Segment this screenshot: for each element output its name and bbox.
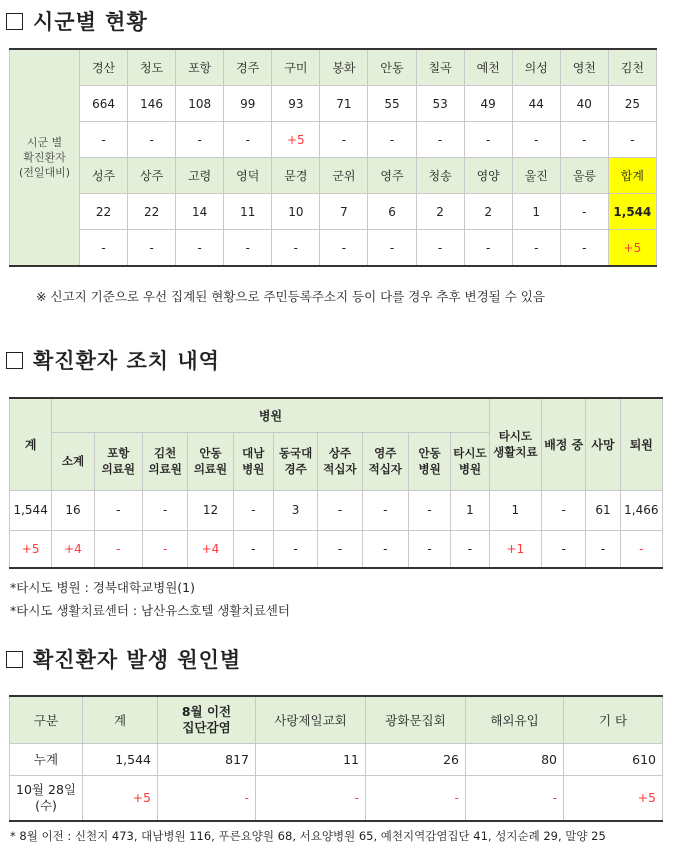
- region-name: 봉화: [320, 49, 368, 86]
- header-category: 구분: [10, 696, 83, 743]
- region-name: 포항: [176, 49, 224, 86]
- region-name: 울진: [512, 158, 560, 194]
- region-change: -: [224, 122, 272, 158]
- header-death: 사망: [586, 398, 620, 490]
- region-change: -: [368, 230, 416, 267]
- cell-change: +5: [83, 775, 158, 821]
- region-total: -: [560, 194, 608, 230]
- header-hospital-sub: 안동 의료원: [188, 432, 233, 490]
- region-total: 22: [128, 194, 176, 230]
- region-change: -: [320, 122, 368, 158]
- region-total: 10: [272, 194, 320, 230]
- region-total: 14: [176, 194, 224, 230]
- table-row: [10, 696, 663, 743]
- region-change: -: [128, 230, 176, 267]
- region-total: 108: [176, 86, 224, 122]
- section1-footnote: ※ 신고지 기준으로 우선 집계된 현황으로 주민등록주소지 등이 다를 경우 추후 변경될 수 있음: [36, 289, 545, 304]
- table-row: [10, 49, 657, 86]
- cell-value: 610: [564, 743, 663, 775]
- header-hospital-sub: 안동 병원: [408, 432, 450, 490]
- cell-change: -: [542, 530, 586, 568]
- region-change: -: [464, 230, 512, 267]
- region-change: -: [608, 122, 656, 158]
- table-row: [10, 530, 663, 568]
- cell-change: -: [233, 530, 273, 568]
- section2-title: 확진환자 조치 내역: [6, 345, 220, 375]
- cell-change: -: [451, 530, 489, 568]
- region-total: 53: [416, 86, 464, 122]
- side-label: 시군 별 확진환자 (전일대비): [10, 49, 80, 266]
- region-change: -: [176, 122, 224, 158]
- cell-value: 1,466: [620, 490, 662, 530]
- cell-value: 1: [451, 490, 489, 530]
- region-change: -: [416, 122, 464, 158]
- region-change: -: [560, 122, 608, 158]
- region-total: 22: [80, 194, 128, 230]
- section1-title: 시군별 현황: [6, 6, 148, 36]
- cell-change: -: [408, 530, 450, 568]
- region-change: -: [512, 122, 560, 158]
- table-row: [10, 230, 657, 267]
- region-name: 청송: [416, 158, 464, 194]
- region-change: -: [368, 122, 416, 158]
- region-change: -: [320, 230, 368, 267]
- checkbox-icon: [6, 651, 23, 668]
- table-row: [10, 775, 663, 821]
- region-name: 영주: [368, 158, 416, 194]
- region-total: 146: [128, 86, 176, 122]
- region-total: 1: [512, 194, 560, 230]
- header-total: 계: [10, 398, 52, 490]
- cell-change: -: [318, 530, 362, 568]
- region-change: -: [176, 230, 224, 267]
- region-change: -: [464, 122, 512, 158]
- region-name: 경주: [224, 49, 272, 86]
- header-hospital-sub: 영주 적십자: [362, 432, 408, 490]
- region-total: 40: [560, 86, 608, 122]
- row-label-cumulative: 누계: [10, 743, 83, 775]
- region-total: 6: [368, 194, 416, 230]
- region-total: 55: [368, 86, 416, 122]
- table-row: [10, 158, 657, 194]
- table-row: [10, 194, 657, 230]
- region-total: 2: [416, 194, 464, 230]
- region-change: +5: [272, 122, 320, 158]
- region-change: -: [224, 230, 272, 267]
- grand-total-change: +5: [608, 230, 656, 267]
- region-name: 영덕: [224, 158, 272, 194]
- header-sarang-church: 사랑제일교회: [256, 696, 366, 743]
- cell-value: 3: [273, 490, 317, 530]
- region-name: 예천: [464, 49, 512, 86]
- region-change: -: [512, 230, 560, 267]
- cell-value: 80: [466, 743, 564, 775]
- region-name: 군위: [320, 158, 368, 194]
- region-name: 경산: [80, 49, 128, 86]
- region-total: 99: [224, 86, 272, 122]
- section3-title: 확진환자 발생 원인별: [6, 644, 241, 674]
- header-overseas: 해외유입: [466, 696, 564, 743]
- table-row: [10, 743, 663, 775]
- checkbox-icon: [6, 13, 23, 30]
- region-name: 구미: [272, 49, 320, 86]
- header-discharge: 퇴원: [620, 398, 662, 490]
- table-row: [10, 490, 663, 530]
- cell-value: 817: [158, 743, 256, 775]
- region-change: -: [80, 122, 128, 158]
- header-hospital-sub: 대남 병원: [233, 432, 273, 490]
- header-hospital-sub: 김천 의료원: [142, 432, 187, 490]
- header-lifecare: 타시도 생활치료: [489, 398, 541, 490]
- header-hospital-sub: 포항 의료원: [94, 432, 142, 490]
- cell-value: -: [408, 490, 450, 530]
- header-before-august: 8월 이전 집단감염: [158, 696, 256, 743]
- cell-value: 11: [256, 743, 366, 775]
- region-change: -: [272, 230, 320, 267]
- cell-change: +1: [489, 530, 541, 568]
- region-total: 664: [80, 86, 128, 122]
- table-row: [10, 122, 657, 158]
- cell-change: +5: [564, 775, 663, 821]
- cell-value: -: [542, 490, 586, 530]
- cell-change: -: [158, 775, 256, 821]
- total-header: 합계: [608, 158, 656, 194]
- header-hospital-sub: 타시도 병원: [451, 432, 489, 490]
- header-hospital: 병원: [52, 398, 489, 432]
- section3-footnote: * 8월 이전 : 신천지 473, 대남병원 116, 푸른요양원 68, 서요양병원 65, 예천지역감염집단 41, 성지순례 29, 말양 25: [10, 829, 606, 843]
- row-label-date: 10월 28일 (수): [10, 775, 83, 821]
- region-name: 성주: [80, 158, 128, 194]
- region-total: 25: [608, 86, 656, 122]
- treatment-table: [9, 397, 663, 569]
- cell-change: -: [142, 530, 187, 568]
- cell-value: -: [142, 490, 187, 530]
- region-total: 2: [464, 194, 512, 230]
- cell-value: 26: [366, 743, 466, 775]
- region-name: 청도: [128, 49, 176, 86]
- cell-change: +4: [52, 530, 94, 568]
- note-other-hospital: *타시도 병원 : 경북대학교병원(1): [10, 580, 195, 595]
- cell-value: 1: [489, 490, 541, 530]
- region-name: 고령: [176, 158, 224, 194]
- header-etc: 기 타: [564, 696, 663, 743]
- cell-change: -: [366, 775, 466, 821]
- region-total: 44: [512, 86, 560, 122]
- region-change: -: [128, 122, 176, 158]
- region-total: 7: [320, 194, 368, 230]
- cell-change: -: [362, 530, 408, 568]
- cell-change: -: [586, 530, 620, 568]
- cell-change: -: [94, 530, 142, 568]
- region-total: 49: [464, 86, 512, 122]
- note-lifecare-center: *타시도 생활치료센터 : 남산유스호텔 생활치료센터: [10, 603, 290, 618]
- cell-change: -: [273, 530, 317, 568]
- table-row: [10, 86, 657, 122]
- cell-value: -: [318, 490, 362, 530]
- cell-value: -: [94, 490, 142, 530]
- region-name: 안동: [368, 49, 416, 86]
- cell-value: -: [233, 490, 273, 530]
- region-name: 영양: [464, 158, 512, 194]
- cell-change: -: [466, 775, 564, 821]
- region-change: -: [80, 230, 128, 267]
- cell-total: 1,544: [10, 490, 52, 530]
- region-name: 김천: [608, 49, 656, 86]
- table-row: [10, 398, 663, 432]
- region-status-table: [9, 48, 657, 267]
- region-name: 울릉: [560, 158, 608, 194]
- header-gwanghwamun: 광화문집회: [366, 696, 466, 743]
- cell-value: 12: [188, 490, 233, 530]
- region-change: -: [416, 230, 464, 267]
- region-name: 영천: [560, 49, 608, 86]
- header-hospital-sub: 상주 적십자: [318, 432, 362, 490]
- cell-change: -: [620, 530, 662, 568]
- cell-change: -: [256, 775, 366, 821]
- region-name: 칠곡: [416, 49, 464, 86]
- cell-value: 16: [52, 490, 94, 530]
- cell-change: +4: [188, 530, 233, 568]
- header-total: 계: [83, 696, 158, 743]
- region-change: -: [560, 230, 608, 267]
- header-assign: 배정 중: [542, 398, 586, 490]
- cell-value: 1,544: [83, 743, 158, 775]
- checkbox-icon: [6, 352, 23, 369]
- region-total: 71: [320, 86, 368, 122]
- region-total: 11: [224, 194, 272, 230]
- cause-table: [9, 695, 663, 822]
- cell-value: 61: [586, 490, 620, 530]
- header-subtotal: 소계: [52, 432, 94, 490]
- cell-value: -: [362, 490, 408, 530]
- grand-total: 1,544: [608, 194, 656, 230]
- region-name: 상주: [128, 158, 176, 194]
- cell-change: +5: [10, 530, 52, 568]
- header-hospital-sub: 동국대 경주: [273, 432, 317, 490]
- region-name: 의성: [512, 49, 560, 86]
- region-name: 문경: [272, 158, 320, 194]
- region-total: 93: [272, 86, 320, 122]
